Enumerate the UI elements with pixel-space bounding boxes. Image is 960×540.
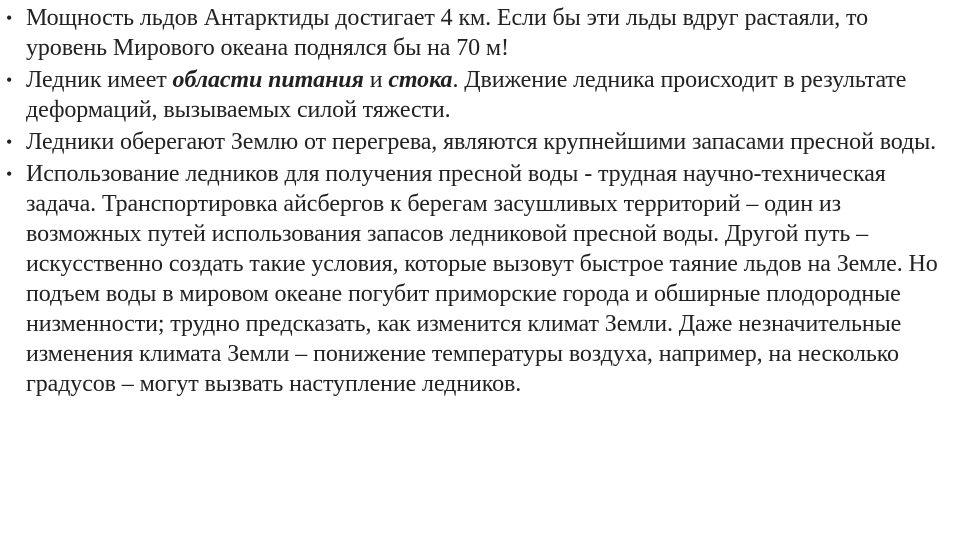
bullet-glaciers-protect — [6, 127, 946, 157]
bullet-glacier-zones — [6, 65, 946, 125]
bullet-marker: • — [6, 8, 13, 28]
bullet-text: Использование ледников для получения пресной воды - трудная научно-техническая задача. Транспортировка айсбергов к берегам засушливых территорий – один из возможных путей использования запасов ледниковой пресной воды. Другой путь – искусственно создать такие условия, которые вызовут быстрое таяние льдов на Земле. Но подъем воды в мировом океане погубит приморские города и обширные плодородные низменности; трудно предсказать, как изменится климат Земли. Даже незначительные изменения климата Земли – понижение температуры воздуха, например, на несколько градусов – могут вызвать наступление ледников. — [26, 161, 938, 397]
bullet-marker: • — [6, 70, 13, 90]
bullet-antarctica-ice — [6, 3, 946, 63]
emphasis-ablation-zone: стока — [388, 67, 453, 93]
bullet-text-start: Ледник имеет — [26, 67, 173, 93]
bullet-marker: • — [6, 132, 13, 152]
bullet-text: Ледники оберегают Землю от перегрева, являются крупнейшими запасами пресной воды. — [26, 129, 937, 155]
bullet-glacier-usage — [6, 159, 946, 399]
bullet-list — [6, 3, 946, 401]
bullet-marker: • — [6, 164, 13, 184]
bullet-text: Мощность льдов Антарктиды достигает 4 км. Если бы эти льды вдруг растаяли, то уровень Мирового океана поднялся бы на 70 м! — [26, 5, 869, 61]
bullet-text-end: . Движение ледника происходит в результате деформаций, вызываемых силой тяжести. — [26, 67, 907, 123]
bullet-text-mid: и — [363, 67, 389, 93]
emphasis-accumulation-zone: области питания — [172, 67, 364, 93]
